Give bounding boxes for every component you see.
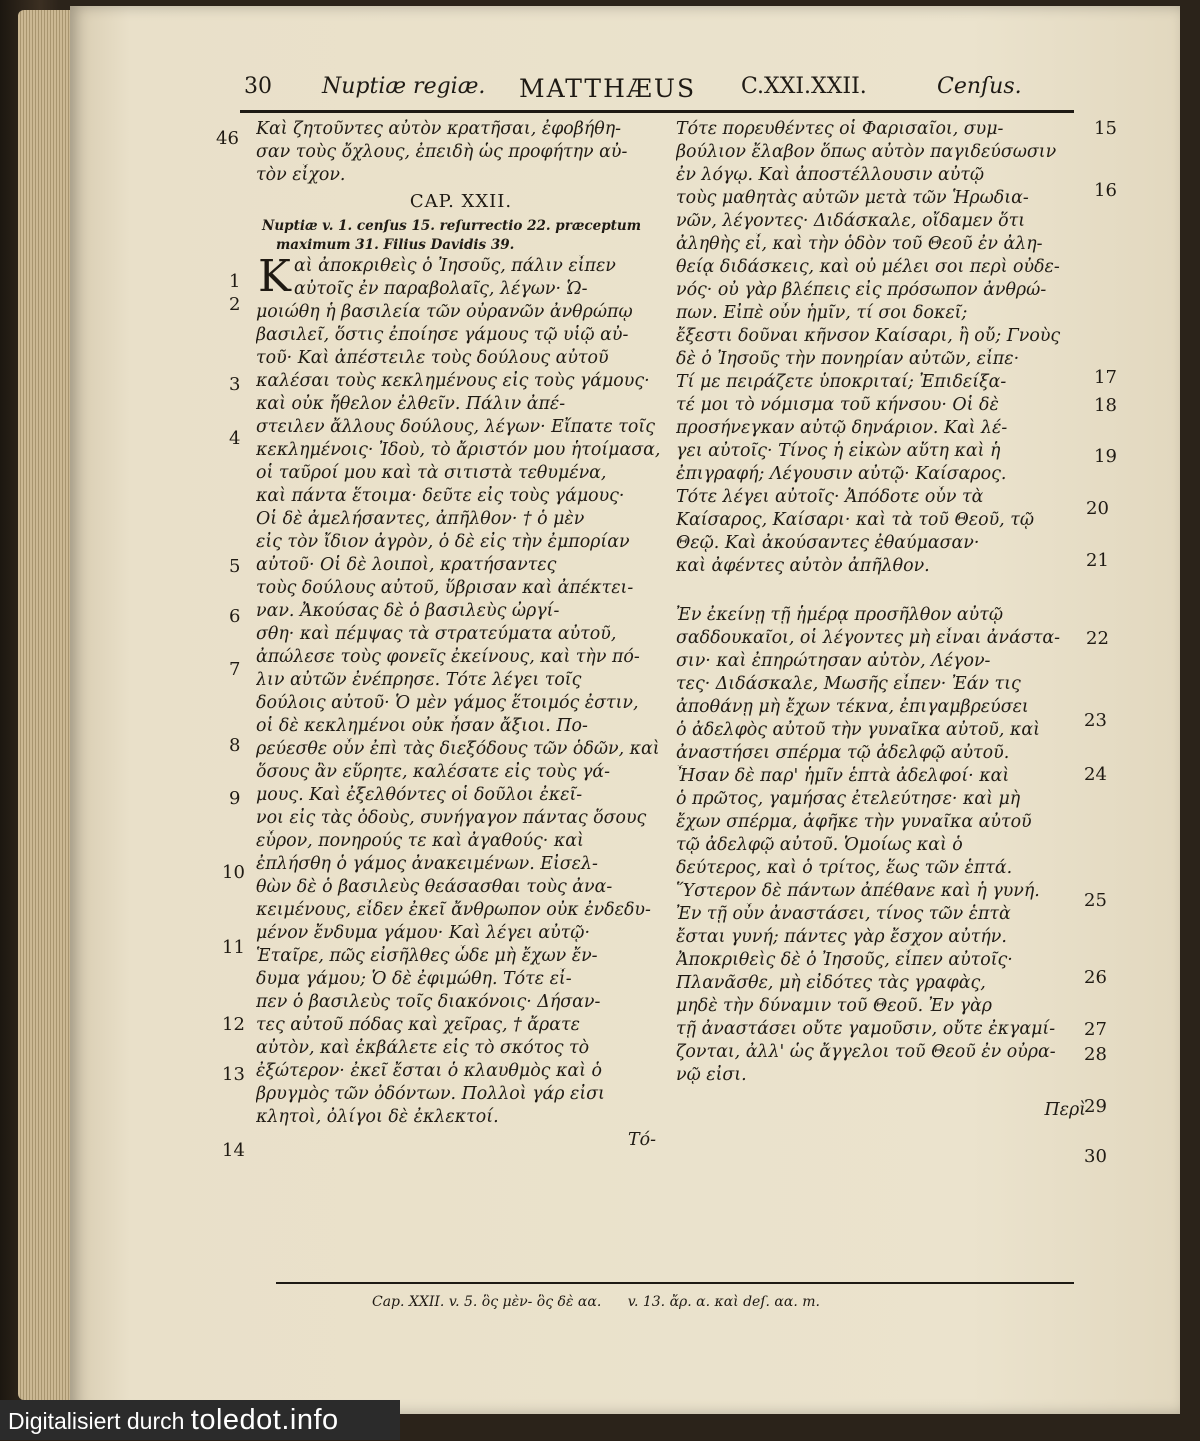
text-line: ναν. Ἀκούσας δὲ ὁ βασιλεὺς ὠργί- [256,601,560,621]
verse-number: 2 [229,294,241,315]
footnote-rule [276,1282,1074,1284]
text-line: ἐξώτερον· ἐκεῖ ἔσται ὁ κλαυθμὸς καὶ ὁ [256,1061,602,1081]
text-line: βρυγμὸς τῶν ὀδόντων. Πολλοὶ γάρ εἰσι [256,1084,605,1104]
left-text-column [256,118,666,1152]
text-line: βούλιον ἔλαβον ὅπως αὐτὸν παγιδεύσωσιν [676,142,1057,162]
text-line: σιν· καὶ ἐπηρώτησαν αὐτὸν, Λέγον- [676,651,991,671]
text-line: Τότε λέγει αὐτοῖς· Ἀπόδοτε οὖν τὰ [676,487,984,507]
verse-number: 3 [229,374,241,395]
right-text-column [676,118,1096,1122]
text-line: θείᾳ διδάσκεις, καὶ οὐ μέλει σοι περὶ οὐδε- [676,257,1060,277]
text-line: τοὺς δούλους αὐτοῦ, ὕβρισαν καὶ ἀπέκτει- [256,578,634,598]
text-line: τοῦ· Καὶ ἀπέστειλε τοὺς δούλους αὐτοῦ [256,348,609,368]
text-line: Ἦσαν δὲ παρ' ἡμῖν ἑπτὰ ἀδελφοί· καὶ [676,766,1010,786]
text-line: ὁ ἀδελφὸς αὐτοῦ τὴν γυναῖκα αὐτοῦ, καὶ [676,720,1040,740]
verse-number: 19 [1094,446,1117,467]
text-line: στειλεν ἄλλους δούλους, λέγων· Εἴπατε τοῖς [256,417,655,437]
header-rule [240,110,1074,113]
page-number: 30 [244,74,272,99]
verse-number: 8 [229,735,241,756]
footnote-part: v. 13. ἄρ. α. καὶ deſ. αα. m. [627,1294,820,1310]
text-line: σαν τοὺς ὄχλους, ἐπειδὴ ὡς προφήτην αὐ- [256,142,628,162]
book-page-edges [18,10,78,1400]
verse-number: 24 [1084,764,1107,785]
watermark-prefix: Digitalisiert durch [8,1408,185,1434]
text-line: προσήνεγκαν αὐτῷ δηνάριον. Καὶ λέ- [676,418,1008,438]
digitization-watermark [0,1400,400,1440]
verse-number: 17 [1094,367,1117,388]
text-line: σαδδουκαῖοι, οἱ λέγοντες μὴ εἶναι ἀνάστα- [676,628,1060,648]
paragraph-gap [676,578,1096,604]
text-line: Ἀποκριθεὶς δὲ ὁ Ἰησοῦς, εἶπεν αὐτοῖς· [676,950,1013,970]
text-line: Τί με πειράζετε ὑποκριταί; Ἐπιδείξα- [676,372,1007,392]
verse-number: 18 [1094,395,1117,416]
text-line: μους. Καὶ ἐξελθόντες οἱ δοῦλοι ἐκεῖ- [256,785,583,805]
text-line: τες αὐτοῦ πόδας καὶ χεῖρας, † ἄρατε [256,1015,580,1035]
text-line: αὶ ἀποκριθεὶς ὁ Ἰησοῦς, πάλιν εἶπεν [294,256,616,276]
text-line: ἀναστήσει σπέρμα τῷ ἀδελφῷ αὐτοῦ. [676,743,1010,763]
verse-number: 21 [1086,550,1109,571]
chapter-summary: Nuptiæ v. 1. cenſus 15. reſurrectio 22. præceptum [262,218,641,234]
text-line: σθη· καὶ πέμψας τὰ στρατεύματα αὐτοῦ, [256,624,617,644]
text-line: Θεῷ. Καὶ ἀκούσαντες ἐθαύμασαν· [676,533,980,553]
text-line: μένον ἔνδυμα γάμου· Καὶ λέγει αὐτῷ· [256,923,590,943]
text-line: Καίσαρος, Καίσαρι· καὶ τὰ τοῦ Θεοῦ, τῷ [676,510,1034,530]
text-line: καλέσαι τοὺς κεκλημένους εἰς τοὺς γάμους· [256,371,650,391]
text-line: νοι εἰς τὰς ὁδοὺς, συνήγαγον πάντας ὅσους [256,808,647,828]
text-line: μηδὲ τὴν δύναμιν τοῦ Θεοῦ. Ἐν γὰρ [676,996,992,1016]
verse-number: 5 [229,556,241,577]
text-line: αὐτὸν, καὶ ἐκβάλετε εἰς τὸ σκότος τὸ [256,1038,590,1058]
text-line: δὲ ὁ Ἰησοῦς τὴν πονηρίαν αὐτῶν, εἶπε· [676,349,1020,369]
catchword: Τό- [628,1130,656,1150]
text-line: Καὶ ζητοῦντες αὐτὸν κρατῆσαι, ἐφοβήθη- [256,119,622,139]
verse-number: 23 [1084,710,1107,731]
text-line: Οἱ δὲ ἀμελήσαντες, ἀπῆλθον· † ὁ μὲν [256,509,585,529]
text-line: τὸν εἶχον. [256,165,346,185]
text-line: εὗρον, πονηρούς τε καὶ ἀγαθούς· καὶ [256,831,584,851]
text-line: βασιλεῖ, ὅστις ἐποίησε γάμους τῷ υἱῷ αὐ- [256,325,629,345]
text-line: ὁ πρῶτος, γαμήσας ἐτελεύτησε· καὶ μὴ [676,789,1021,809]
text-line: ἀποθάνῃ μὴ ἔχων τέκνα, ἐπιγαμβρεύσει [676,697,1029,717]
verse-number: 28 [1084,1044,1107,1065]
text-line: Ἑταῖρε, πῶς εἰσῆλθες ὧδε μὴ ἔχων ἔν- [256,946,598,966]
text-line: δυμα γάμου; Ὁ δὲ ἐφιμώθη. Τότε εἶ- [256,969,572,989]
text-line: ἔξεστι δοῦναι κῆνσον Καίσαρι, ἢ οὔ; Γνοὺς [676,326,1061,346]
verse-number: 25 [1084,890,1107,911]
text-line: αὐτοῦ· Οἱ δὲ λοιποὶ, κρατήσαντες [256,555,557,575]
drop-initial: K [258,251,291,302]
verse-number: 29 [1084,1096,1107,1117]
verse-number: 1 [229,271,241,292]
text-line: πων. Εἰπὲ οὖν ἡμῖν, τί σοι δοκεῖ; [676,303,968,323]
text-line: τῷ ἀδελφῷ αὐτοῦ. Ὁμοίως καὶ ὁ [676,835,963,855]
text-line: ἐπλήσθη ὁ γάμος ἀνακειμένων. Εἰσελ- [256,854,598,874]
text-line: μοιώθη ἡ βασιλεία τῶν οὐρανῶν ἀνθρώπῳ [256,302,633,322]
text-line: ἐπιγραφή; Λέγουσιν αὐτῷ· Καίσαρος. [676,464,1007,484]
text-line: τες· Διδάσκαλε, Μωσῆς εἶπεν· Ἐάν τις [676,674,1021,694]
text-line: ἀπώλεσε τοὺς φονεῖς ἐκείνους, καὶ τὴν πό- [256,647,640,667]
chapter-summary: maximum 31. Filius Davidis 39. [276,237,515,253]
verse-number: 9 [229,788,241,809]
text-line: γει αὐτοῖς· Τίνος ἡ εἰκὼν αὕτη καὶ ἡ [676,441,1001,461]
text-line: νῷ εἰσι. [676,1065,747,1085]
text-line: δούλοις αὐτοῦ· Ὁ μὲν γάμος ἕτοιμός ἐστιν, [256,693,639,713]
verse-number: 6 [229,606,241,627]
verse-number: 14 [222,1140,245,1161]
running-head [244,74,1022,110]
verse-number: 12 [222,1014,245,1035]
verse-number: 20 [1086,498,1109,519]
text-line: ὅσους ἂν εὕρητε, καλέσατε εἰς τοὺς γά- [256,762,611,782]
text-line: πεν ὁ βασιλεὺς τοῖς διακόνοις· Δήσαν- [256,992,601,1012]
text-line: τοὺς μαθητὰς αὐτῶν μετὰ τῶν Ἡρωδια- [676,188,1029,208]
verse-number: 15 [1094,118,1117,139]
text-line: τέ μοι τὸ νόμισμα τοῦ κήνσου· Οἱ δὲ [676,395,999,415]
text-line: νῶν, λέγοντες· Διδάσκαλε, οἴδαμεν ὅτι [676,211,1026,231]
text-line: καὶ πάντα ἕτοιμα· δεῦτε εἰς τοὺς γάμους· [256,486,625,506]
verse-number: 27 [1084,1019,1107,1040]
watermark-brand: toledot.info [190,1404,339,1436]
text-line: καὶ οὐκ ἤθελον ἐλθεῖν. Πάλιν ἀπέ- [256,394,566,414]
text-line: ἀληθὴς εἶ, καὶ τὴν ὁδὸν τοῦ Θεοῦ ἐν ἀλη- [676,234,1043,254]
text-line: λιν αὐτῶν ἐνέπρησε. Τότε λέγει τοῖς [256,670,582,690]
verse-number: 26 [1084,967,1107,988]
text-line: κλητοὶ, ὀλίγοι δὲ ἐκλεκτοί. [256,1107,499,1127]
running-head-chapter: C.XXI.XXII. [741,74,867,99]
text-line: κειμένους, εἶδεν ἐκεῖ ἄνθρωπον οὐκ ἐνδεδυ- [256,900,651,920]
text-line: ἔχων σπέρμα, ἀφῆκε τὴν γυναῖκα αὐτοῦ [676,812,1032,832]
verse-number: 22 [1086,628,1109,649]
text-line: οἱ ταῦροί μου καὶ τὰ σιτιστὰ τεθυμένα, [256,463,607,483]
running-head-left: Nuptiæ regiæ. [322,74,486,99]
text-line: Ἐν τῇ οὖν ἀναστάσει, τίνος τῶν ἑπτὰ [676,904,1011,924]
text-line: ζονται, ἀλλ' ὡς ἄγγελοι τοῦ Θεοῦ ἐν οὐρα- [676,1042,1056,1062]
text-line: θὼν δὲ ὁ βασιλεὺς θεάσασθαι τοὺς ἀνα- [256,877,613,897]
text-line: ἐν λόγῳ. Καὶ ἀποστέλλουσιν αὐτῷ [676,165,985,185]
text-line: τῇ ἀναστάσει οὔτε γαμοῦσιν, οὔτε ἐκγαμί- [676,1019,1056,1039]
catchword: Περὶ [1044,1100,1086,1120]
text-line: Ὕστερον δὲ πάντων ἀπέθανε καὶ ἡ γυνή. [676,881,1040,901]
text-line: κεκλημένοις· Ἰδοὺ, τὸ ἄριστόν μου ἡτοίμασα, [256,440,661,460]
verse-number: 10 [222,862,245,883]
verse-number: 4 [229,428,241,449]
text-line: οἱ δὲ κεκλημένοι οὐκ ἦσαν ἄξιοι. Πο- [256,716,588,736]
verse-number: 16 [1094,180,1117,201]
running-head-title: MATTHÆUS [519,74,697,103]
text-line: Ἐν ἐκείνῃ τῇ ἡμέρᾳ προσῆλθον αὐτῷ [676,605,1004,625]
text-line: νός· οὐ γὰρ βλέπεις εἰς πρόσωπον ἀνθρώ- [676,280,1047,300]
text-line: δεύτερος, καὶ ὁ τρίτος, ἕως τῶν ἑπτά. [676,858,1013,878]
footnote [372,1294,932,1310]
verse-number: 46 [216,128,239,149]
text-line: ἔσται γυνή; πάντες γὰρ ἔσχον αὐτήν. [676,927,1007,947]
text-line: εἰς τὸν ἴδιον ἀγρὸν, ὁ δὲ εἰς τὴν ἐμπορίαν [256,532,630,552]
verse-number: 7 [229,659,241,680]
text-line: ρεύεσθε οὖν ἐπὶ τὰς διεξόδους τῶν ὁδῶν, καὶ [256,739,660,759]
running-head-right: Cenſus. [937,74,1022,99]
verse-block [256,251,666,1152]
text-line: Πλανᾶσθε, μὴ εἰδότες τὰς γραφὰς, [676,973,986,993]
verse-number: 11 [222,937,245,958]
text-line: Τότε πορευθέντες οἱ Φαρισαῖοι, συμ- [676,119,1004,139]
chapter-heading: CAP. XXII. [409,191,513,212]
text-line: αὐτοῖς ἐν παραβολαῖς, λέγων· Ὡ- [294,279,588,299]
verse-number: 13 [222,1064,245,1085]
text-line: καὶ ἀφέντες αὐτὸν ἀπῆλθον. [676,556,930,576]
footnote-part: Cap. XXII. v. 5. ὃς μὲν- ὃς δὲ αα. [372,1294,602,1310]
verse-number: 30 [1084,1146,1107,1167]
